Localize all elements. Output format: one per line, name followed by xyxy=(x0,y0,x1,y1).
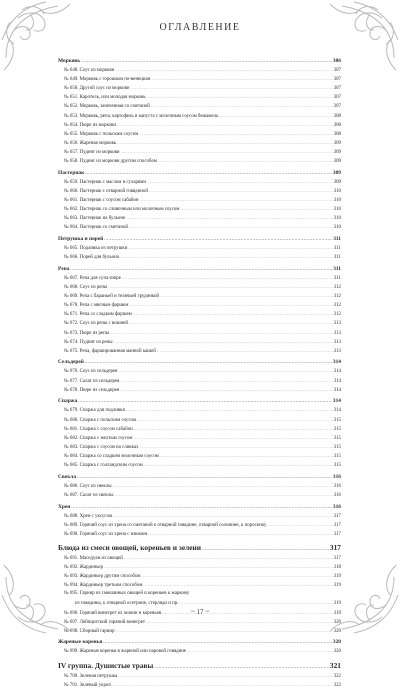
dot-leader xyxy=(121,147,333,156)
toc-page-number: 312 xyxy=(333,312,341,318)
toc-entry[interactable] xyxy=(58,222,341,231)
dot-leader xyxy=(202,542,329,553)
toc-page-number: 317 xyxy=(333,531,341,537)
dot-leader xyxy=(120,385,333,394)
toc-page-number: 316 xyxy=(333,483,341,489)
toc-entry[interactable] xyxy=(58,376,341,385)
toc-page-number: 314 xyxy=(332,359,341,366)
toc-entry-title: № 687. Салат из свеклы xyxy=(64,492,114,498)
toc-entry-title: № 660. Пастернак с отварной говядиной xyxy=(64,188,148,194)
toc-entry-title: № 653. Морковь, репа, картофель и капуста с молочным соусом бешамель xyxy=(64,113,219,119)
toc-entry-title: Петрушка и порей xyxy=(58,235,104,242)
toc-entry[interactable] xyxy=(58,405,341,414)
toc-entry-title: № 673. Пюре из репы xyxy=(64,330,109,336)
toc-entry-title: № 663. Пастернак на бульоне xyxy=(64,216,126,222)
toc-entry[interactable] xyxy=(58,511,341,520)
toc-entry[interactable] xyxy=(58,252,341,261)
dot-leader xyxy=(160,451,333,460)
toc-entry-title: № 679. Спаржа для подливки xyxy=(64,408,126,414)
dot-leader xyxy=(219,111,332,120)
dot-leader xyxy=(154,660,329,671)
toc-section-heading[interactable] xyxy=(58,357,341,366)
toc-entry-title: № 697. Лейпцигский горячий винегрет xyxy=(64,619,146,625)
toc-page-number: 311 xyxy=(333,235,341,242)
dot-leader xyxy=(180,204,332,213)
dot-leader xyxy=(131,83,333,92)
toc-page-number: 317 xyxy=(333,522,341,528)
toc-entry[interactable] xyxy=(58,617,341,626)
toc-entry-title: № 696. Горячий винегрет из зелени и кореньев xyxy=(64,610,162,616)
toc-entry-title: № 648. Соус из моркови xyxy=(64,68,115,74)
toc-page-number: 320 xyxy=(332,639,341,646)
dot-leader xyxy=(126,405,333,414)
toc-entry[interactable] xyxy=(58,346,341,355)
toc-entry-title: Жареные коренья xyxy=(58,639,103,646)
dot-leader xyxy=(81,56,332,65)
toc-entry-title: № 661. Пастернак с соусом сабайон xyxy=(64,198,139,203)
toc-page-number: 320 xyxy=(333,649,341,655)
toc-entry-title: № 694. Жардиньер третьим способом xyxy=(64,583,143,589)
toc-page-number: 316 xyxy=(332,503,341,510)
toc-section-heading[interactable] xyxy=(58,234,341,243)
page-number: ~ 17 ~ xyxy=(190,608,210,616)
toc-entry-title: из говядины, к отварной осетрине, стерляди и пр. xyxy=(75,601,179,607)
toc-page-number: 309 xyxy=(333,149,341,155)
dot-leader xyxy=(113,511,333,520)
toc-entry[interactable] xyxy=(58,147,341,156)
toc-page-number: 320 xyxy=(333,628,341,634)
toc-entry-title: № 691. Маседуан из овощей xyxy=(64,555,123,561)
toc-entry-title: № 670. Репа с мясным фаршем xyxy=(64,303,129,309)
dot-leader xyxy=(141,571,332,580)
dot-leader xyxy=(124,553,333,562)
toc-page-number: 313 xyxy=(333,339,341,345)
toc-entry-title: IV группа. Душистые травы xyxy=(58,660,154,670)
toc-page-number: 309 xyxy=(333,140,341,146)
dot-leader xyxy=(134,433,333,442)
dot-leader xyxy=(103,637,332,646)
dot-leader xyxy=(85,168,332,177)
toc-page-number: 309 xyxy=(332,169,341,176)
dot-leader xyxy=(118,671,332,680)
toc-page-number: 313 xyxy=(333,348,341,354)
toc-entry-title: № 669. Репа с бараньей и телячьей грудинкой xyxy=(64,294,160,300)
dot-leader xyxy=(85,357,332,366)
toc-page-number: 312 xyxy=(333,285,341,291)
toc-page-number: 311 xyxy=(333,275,341,281)
toc-section-heading[interactable] xyxy=(58,264,341,273)
dot-leader xyxy=(267,520,332,529)
toc-entry[interactable] xyxy=(58,309,341,318)
toc-entry[interactable] xyxy=(58,385,341,394)
toc-entry[interactable] xyxy=(58,74,341,83)
toc-page-number: 316 xyxy=(332,473,341,480)
toc-entry[interactable] xyxy=(58,65,341,74)
toc-entry[interactable] xyxy=(58,111,341,120)
toc-entry-title: № 698. Сборный гарнир xyxy=(64,628,115,634)
toc-page-number: 314 xyxy=(333,378,341,384)
toc-page-number: 314 xyxy=(333,408,341,414)
toc-page-number: 316 xyxy=(333,492,341,498)
toc-page-number: 313 xyxy=(333,321,341,327)
toc-page-number: 307 xyxy=(333,95,341,101)
toc-entry[interactable] xyxy=(58,571,341,580)
toc-entry-title: № 675. Репа, фаршированная манной кашей xyxy=(64,348,156,354)
toc-page-number: 310 xyxy=(333,188,341,194)
dot-leader xyxy=(110,328,333,337)
toc-page-number: 314 xyxy=(333,369,341,375)
page-title: ОГЛАВЛЕНИЕ xyxy=(159,22,241,33)
toc-section-heading[interactable] xyxy=(58,660,341,671)
toc-section-heading[interactable] xyxy=(58,542,341,553)
dot-leader xyxy=(114,337,333,346)
toc-page-number: 319 xyxy=(333,610,341,616)
toc-entry[interactable] xyxy=(58,92,341,101)
toc-entry-title: № 674. Пудинг из репы xyxy=(64,339,113,345)
toc-entry-title: № 657. Пудинг из моркови xyxy=(64,149,120,155)
toc-entry-title: № 668. Соус из репы xyxy=(64,285,108,291)
dot-leader xyxy=(120,376,332,385)
dot-leader xyxy=(113,481,333,490)
dot-leader xyxy=(129,318,333,327)
dot-leader xyxy=(148,529,332,538)
toc-page-number: 311 xyxy=(333,265,341,272)
toc-entry-title: № 686. Соус из свеклы xyxy=(64,483,112,489)
toc-entry-title: № 692. Жардиньер xyxy=(64,565,104,571)
dot-leader xyxy=(144,460,333,469)
dot-leader xyxy=(117,120,333,129)
toc-entry-title: № 685. Спаржа с голландским соусом xyxy=(64,463,143,468)
toc-page-number: 308 xyxy=(333,131,341,137)
toc-page-number: 321 xyxy=(329,660,341,670)
toc-entry[interactable] xyxy=(58,442,341,451)
toc-entry[interactable] xyxy=(58,291,341,300)
dot-leader xyxy=(179,598,332,607)
dot-leader xyxy=(77,472,332,481)
toc-entry-title: № 655. Морковь с польским соусом xyxy=(64,131,139,137)
toc-entry-title: № 688. Хрен с уксусом xyxy=(64,513,112,519)
dot-leader xyxy=(146,617,333,626)
toc-entry-title: № 701. Зеленый укроп xyxy=(64,682,111,688)
dot-leader xyxy=(118,366,332,375)
toc-page-number: 310 xyxy=(333,207,341,213)
toc-section-heading[interactable] xyxy=(58,396,341,405)
toc-entry[interactable] xyxy=(58,195,341,204)
toc-page-number: 309 xyxy=(333,179,341,185)
toc-page-number: 313 xyxy=(333,330,341,336)
toc-entry[interactable] xyxy=(58,156,341,165)
toc-page-number: 322 xyxy=(333,673,341,679)
toc-section-heading[interactable] xyxy=(58,56,341,65)
toc-page-number: 315 xyxy=(333,417,341,423)
toc-page-number: 318 xyxy=(333,565,341,571)
toc-page-number: 311 xyxy=(333,246,341,252)
toc-entry-title: № 662. Пастернак со сливочным или молочным соусом xyxy=(64,207,180,213)
toc-entry-title: № 684. Спаржа со сладким молочным соусом xyxy=(64,453,159,459)
toc-page-number: 308 xyxy=(333,122,341,128)
toc-entry[interactable] xyxy=(58,671,341,680)
toc-page-number: 307 xyxy=(333,104,341,110)
toc-entry[interactable] xyxy=(58,177,341,186)
toc-entry-title: Свекла xyxy=(58,473,77,480)
toc-section-heading[interactable] xyxy=(58,472,341,481)
toc-entry[interactable] xyxy=(58,580,341,589)
toc-entry-title: № 695. Гарнир из смешанных овощей и кореньев к жаркому xyxy=(64,591,190,597)
dot-leader xyxy=(134,424,333,433)
dot-leader xyxy=(115,65,332,74)
toc-entry[interactable] xyxy=(58,481,341,490)
toc-page-number: 315 xyxy=(333,463,341,468)
dot-leader xyxy=(133,309,333,318)
toc-entry-title: № 666. Порей для бульона xyxy=(64,255,119,261)
dot-leader xyxy=(147,92,333,101)
dot-leader xyxy=(158,156,333,165)
toc-entry-title: № 682. Спаржа с желтым соусом xyxy=(64,435,133,441)
toc-entry[interactable] xyxy=(58,415,341,424)
toc-entry[interactable] xyxy=(58,204,341,213)
toc-entry[interactable] xyxy=(58,589,341,598)
toc-page-number: 315 xyxy=(333,426,341,432)
toc-page-number: 314 xyxy=(332,398,341,405)
toc-entry[interactable] xyxy=(58,138,341,147)
toc-entry[interactable] xyxy=(58,553,341,562)
toc-page-number: 307 xyxy=(333,68,341,74)
toc-entry-title: Блюда из смеси овощей, кореньев и зелени xyxy=(58,542,202,552)
dot-leader xyxy=(129,222,333,231)
dot-leader xyxy=(151,101,333,110)
toc-entry-title: № 665. Подливка из петрушки xyxy=(64,246,128,252)
toc-entry[interactable] xyxy=(58,680,341,689)
toc-entry-title: № 678. Пюре из сельдерея xyxy=(64,387,120,393)
toc-page-number: 312 xyxy=(333,303,341,309)
toc-entry[interactable] xyxy=(58,460,341,469)
toc-entry-title: № 659. Пастернак с маслом и сухарями xyxy=(64,179,146,185)
toc-entry-title: № 700. Зеленая петрушка xyxy=(64,673,118,679)
toc-entry[interactable] xyxy=(58,129,341,138)
toc-page-number: 314 xyxy=(333,387,341,393)
toc-entry-title: Репа xyxy=(58,265,70,272)
toc-entry-title: Пастернак xyxy=(58,169,85,176)
dot-leader xyxy=(104,562,333,571)
toc-page-number: 322 xyxy=(333,682,341,688)
toc-entry-title: № 652. Морковь, запеченная со сметаной xyxy=(64,104,150,110)
toc-page-number: 317 xyxy=(329,542,341,552)
toc-entry[interactable] xyxy=(58,328,341,337)
toc-entry[interactable] xyxy=(58,646,341,655)
toc-entry[interactable] xyxy=(58,626,341,635)
dot-leader xyxy=(149,186,333,195)
dot-leader xyxy=(70,264,332,273)
toc-entry[interactable] xyxy=(58,520,341,529)
toc-entry-title: № 677. Салат из сельдерея xyxy=(64,378,120,384)
toc-entry-title: № 654. Пюре из моркови xyxy=(64,122,116,128)
dot-leader xyxy=(122,273,333,282)
toc-entry[interactable] xyxy=(58,366,341,375)
toc-entry[interactable] xyxy=(58,83,341,92)
toc-entry-title: № 693. Жардиньер другим способом xyxy=(64,574,141,580)
toc-entry-title: № 671. Репа со сладким фаршем xyxy=(64,312,132,318)
toc-page-number: 315 xyxy=(333,453,341,459)
toc-page-number: 308 xyxy=(333,113,341,119)
toc-entry-title: Хрен xyxy=(58,503,71,510)
toc-entry[interactable] xyxy=(58,186,341,195)
toc-entry[interactable] xyxy=(58,598,341,607)
toc-page-number: 311 xyxy=(333,255,341,261)
toc-entry[interactable] xyxy=(58,243,341,252)
toc-entry[interactable] xyxy=(58,424,341,433)
toc-entry-title: № 649. Морковь с горошком по-венециан xyxy=(64,77,151,83)
toc-entry[interactable] xyxy=(58,433,341,442)
dot-leader xyxy=(187,646,333,655)
toc-entry-title: № 656. Жареная морковь xyxy=(64,140,117,146)
table-of-contents xyxy=(58,56,341,689)
toc-entry-title: № 650. Другой соус из моркови xyxy=(64,86,130,92)
toc-entry[interactable] xyxy=(58,120,341,129)
toc-entry-title: № 676. Соус из сельдерея xyxy=(64,369,118,375)
toc-page-number: 306 xyxy=(332,58,341,64)
toc-entry-title: № 667. Репа для супа-пюре xyxy=(64,275,121,281)
toc-entry-title: № 690. Горячий соус из хрена с изюмом xyxy=(64,531,148,537)
toc-entry[interactable] xyxy=(58,490,341,499)
toc-entry-title: № 683. Спаржа с соусом на сливках xyxy=(64,444,139,450)
dot-leader xyxy=(126,213,333,222)
dot-leader xyxy=(140,195,333,204)
toc-entry[interactable] xyxy=(58,273,341,282)
dot-leader xyxy=(157,346,333,355)
toc-section-heading[interactable] xyxy=(58,168,341,177)
dot-leader xyxy=(104,234,332,243)
dot-leader xyxy=(128,243,332,252)
toc-entry[interactable] xyxy=(58,529,341,538)
toc-entry[interactable] xyxy=(58,213,341,222)
toc-page-number: 309 xyxy=(333,159,341,165)
dot-leader xyxy=(117,138,333,147)
toc-page-number: 319 xyxy=(333,601,341,607)
toc-entry-title: № 658. Пудинг из моркови другим способом xyxy=(64,159,157,165)
toc-entry-title: Сельдерей xyxy=(58,359,84,366)
dot-leader xyxy=(120,252,333,261)
toc-entry-title: № 672. Соус из репы с вишней xyxy=(64,321,129,327)
toc-page-number: 320 xyxy=(333,619,341,625)
toc-entry-title: № 664. Пастернак со сметаной xyxy=(64,225,129,231)
toc-page-number: 310 xyxy=(333,216,341,222)
toc-entry-title: № 680. Спаржа с польским соусом xyxy=(64,417,136,423)
dot-leader xyxy=(129,300,332,309)
toc-entry-title: № 689. Горячий соус из хрена со сметаной к отварной говядине, отварной солонине, к поросенку xyxy=(64,522,267,528)
dot-leader xyxy=(160,291,333,300)
toc-page-number: 315 xyxy=(333,435,341,441)
toc-entry-title: Спаржа xyxy=(58,398,78,405)
dot-leader xyxy=(71,502,332,511)
toc-page-number: 319 xyxy=(333,583,341,589)
toc-entry-title: Морковь xyxy=(58,58,81,64)
toc-page-number: 310 xyxy=(333,198,341,203)
toc-entry[interactable] xyxy=(58,562,341,571)
dot-leader xyxy=(147,177,333,186)
toc-page-number: 315 xyxy=(333,444,341,450)
dot-leader xyxy=(140,442,333,451)
toc-entry[interactable] xyxy=(58,101,341,110)
dot-leader xyxy=(139,129,332,138)
toc-section-heading[interactable] xyxy=(58,502,341,511)
toc-page-number: 317 xyxy=(333,555,341,561)
toc-page-number: 307 xyxy=(333,86,341,92)
dot-leader xyxy=(115,626,332,635)
toc-entry[interactable] xyxy=(58,337,341,346)
toc-page-number: 307 xyxy=(333,77,341,83)
toc-page-number: 319 xyxy=(333,574,341,580)
dot-leader xyxy=(115,490,333,499)
toc-section-heading[interactable] xyxy=(58,637,341,646)
dot-leader xyxy=(78,396,332,405)
toc-page-number: 317 xyxy=(333,513,341,519)
dot-leader xyxy=(137,415,333,424)
toc-entry-title: № 699. Жареные коренья в жареной или паровой говядине xyxy=(64,649,186,655)
dot-leader xyxy=(112,680,333,689)
toc-entry-title: № 651. Каротель, или молодая морковь xyxy=(64,95,146,101)
toc-page-number: 312 xyxy=(333,294,341,300)
toc-entry[interactable] xyxy=(58,300,341,309)
dot-leader xyxy=(143,580,332,589)
toc-entry-title: № 681. Спаржа с соусом сабайон xyxy=(64,426,133,432)
toc-entry[interactable] xyxy=(58,318,341,327)
toc-entry[interactable] xyxy=(58,451,341,460)
dot-leader xyxy=(108,282,332,291)
dot-leader xyxy=(151,74,332,83)
toc-entry[interactable] xyxy=(58,282,341,291)
toc-page-number: 310 xyxy=(333,225,341,231)
